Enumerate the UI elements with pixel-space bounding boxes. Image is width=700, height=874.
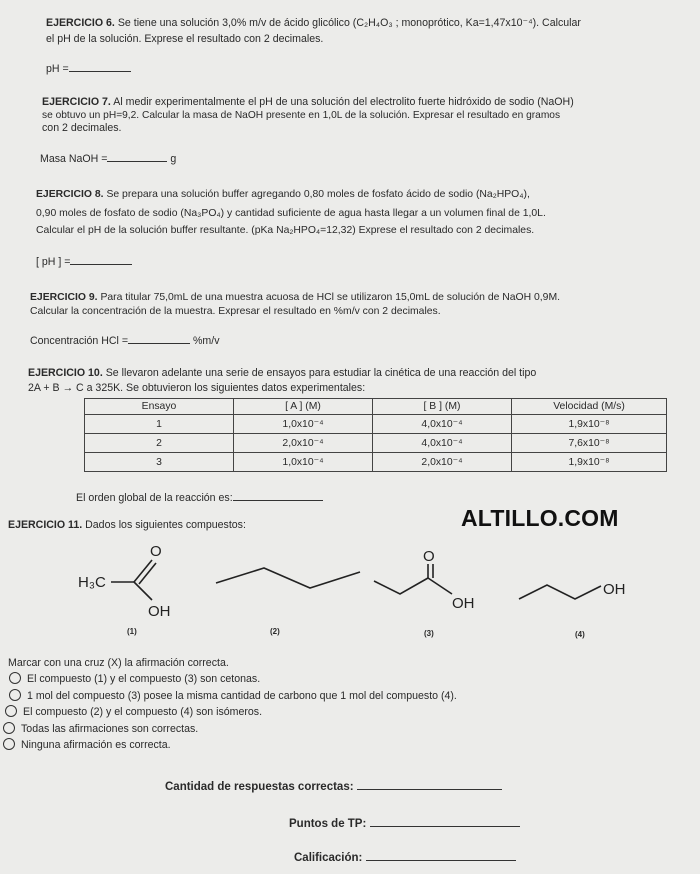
col-header-a: [ A ] (M) [234,399,373,415]
ej6-line2: el pH de la solución. Exprese el resultado con 2 decimales. [46,33,324,45]
table-header-row [85,399,667,415]
col-header-b: [ B ] (M) [373,399,512,415]
ph-answer-blank[interactable] [69,61,131,72]
option-4-radio[interactable] [3,722,15,734]
ej9-title: EJERCICIO 9. [30,292,98,303]
ej8-line3: Calcular el pH de la solución buffer resultante. (pKa Na₂HPO₄=12,32) Exprese el resultado con 2 decimales. [36,225,535,236]
correct-answers-field: Cantidad de respuestas correctas: [165,777,502,793]
carbon-chain [374,578,428,594]
ej7-answer: Masa NaOH = g [40,153,177,165]
compound-2-label: (2) [270,627,280,636]
compound-3-structure [372,548,492,618]
masa-naoh-blank[interactable] [107,151,167,162]
kinetics-table [84,398,667,472]
ej7-line3: con 2 decimales. [42,122,122,134]
compound-2-structure [214,564,364,594]
points-field: Puntos de TP: [289,814,520,830]
compound-3-label: (3) [424,629,434,638]
hydroxyl-label: OH [148,603,171,620]
points-blank[interactable] [370,814,520,827]
ej8-line1: EJERCICIO 8. Se prepara una solución buffer agregando 0,80 moles de fosfato ácido de sodio (Na₂HPO₄), [36,189,530,200]
ej11-instruction: Marcar con una cruz (X) la afirmación correcta. [8,657,229,669]
ej8-title: EJERCICIO 8. [36,189,104,200]
ej10-title: EJERCICIO 10. [28,367,103,379]
ej7-line2: se obtuvo un pH=9,2. Calcular la masa de NaOH presente en 1,0L de la solución. Expresar el resultado en gramos [42,110,561,121]
hydroxyl-label: OH [452,595,475,612]
option-2[interactable]: 1 mol del compuesto (3) posee la misma cantidad de carbono que 1 mol del compuesto (4). [9,689,457,703]
hcl-concentration-blank[interactable] [128,333,190,344]
ej6-line1: EJERCICIO 6. Se tiene una solución 3,0% m/v de ácido glicólico (C₂H₄O₃ ; monoprótico, Ka=1,47x10⁻⁴). Calcular [46,17,581,29]
col-header-ensayo: Ensayo [85,399,234,415]
ej8-answer: [ pH ] = [36,254,132,270]
option-1-radio[interactable] [9,672,21,684]
ej9-line2: Calcular la concentración de la muestra. Expresar el resultado en %m/v con 2 decimales. [30,306,441,317]
grade-field: Calificación: [294,848,516,864]
ej8-line2: 0,90 moles de fosfato de sodio (Na₃PO₄) y cantidad suficiente de agua hasta llegar a un volumen final de 1,0L. [36,208,546,219]
bond [428,578,452,594]
ej6-answer: pH = [46,61,131,77]
ej9-line1: EJERCICIO 9. Para titular 75,0mL de una muestra acuosa de HCl se utilizaron 15,0mL de solución de NaOH 0,9M. [30,292,560,303]
hydroxyl-label: OH [603,581,626,598]
option-3-radio[interactable] [5,705,17,717]
option-2-radio[interactable] [9,689,21,701]
ej10-line1: EJERCICIO 10. Se llevaron adelante una serie de ensayos para estudiar la cinética de una reacción del tipo [28,367,537,379]
carbon-chain [216,568,360,588]
option-3[interactable]: El compuesto (2) y el compuesto (4) son isómeros. [5,705,262,719]
carbon-chain [519,585,601,599]
option-1[interactable]: El compuesto (1) y el compuesto (3) son cetonas. [9,672,260,686]
grade-blank[interactable] [366,848,516,861]
compound-4-structure [517,572,637,612]
altillo-logo: ALTILLO.COM [461,505,619,531]
buffer-ph-blank[interactable] [70,254,132,265]
option-5[interactable]: Ninguna afirmación es correcta. [3,738,171,752]
option-5-radio[interactable] [3,738,15,750]
compound-1-structure [78,540,198,620]
ej10-line2: 2A + B → C a 325K. Se obtuvieron los siguientes datos experimentales: [28,382,366,394]
compound-4-label: (4) [575,630,585,639]
reaction-order-blank[interactable] [233,490,323,501]
ej6-title: EJERCICIO 6. [46,17,115,29]
ej11-heading: EJERCICIO 11. Dados los siguientes compuestos: [8,519,246,531]
ej11-title: EJERCICIO 11. [8,519,83,531]
oxygen-label: O [423,548,435,565]
table-row: 2 2,0x10⁻⁴ 4,0x10⁻⁴ 7,6x10⁻⁸ [85,434,667,453]
option-4[interactable]: Todas las afirmaciones son correctas. [3,722,198,736]
h3c-label: H₃C [78,574,106,591]
table-row: 3 1,0x10⁻⁴ 2,0x10⁻⁴ 1,9x10⁻⁸ [85,453,667,472]
ej7-title: EJERCICIO 7. [42,96,111,108]
ej10-answer: El orden global de la reacción es: [76,490,323,506]
table-row: 1 1,0x10⁻⁴ 4,0x10⁻⁴ 1,9x10⁻⁸ [85,415,667,434]
col-header-velocidad: Velocidad (M/s) [512,399,667,415]
ej9-answer: Concentración HCl = %m/v [30,335,220,347]
ej7-line1: EJERCICIO 7. Al medir experimentalmente el pH de una solución del electrolito fuerte hidróxido de sodio (NaOH) [42,96,574,108]
correct-answers-blank[interactable] [357,777,502,790]
oxygen-label: O [150,543,162,560]
compound-1-label: (1) [127,627,137,636]
bond [134,582,152,600]
